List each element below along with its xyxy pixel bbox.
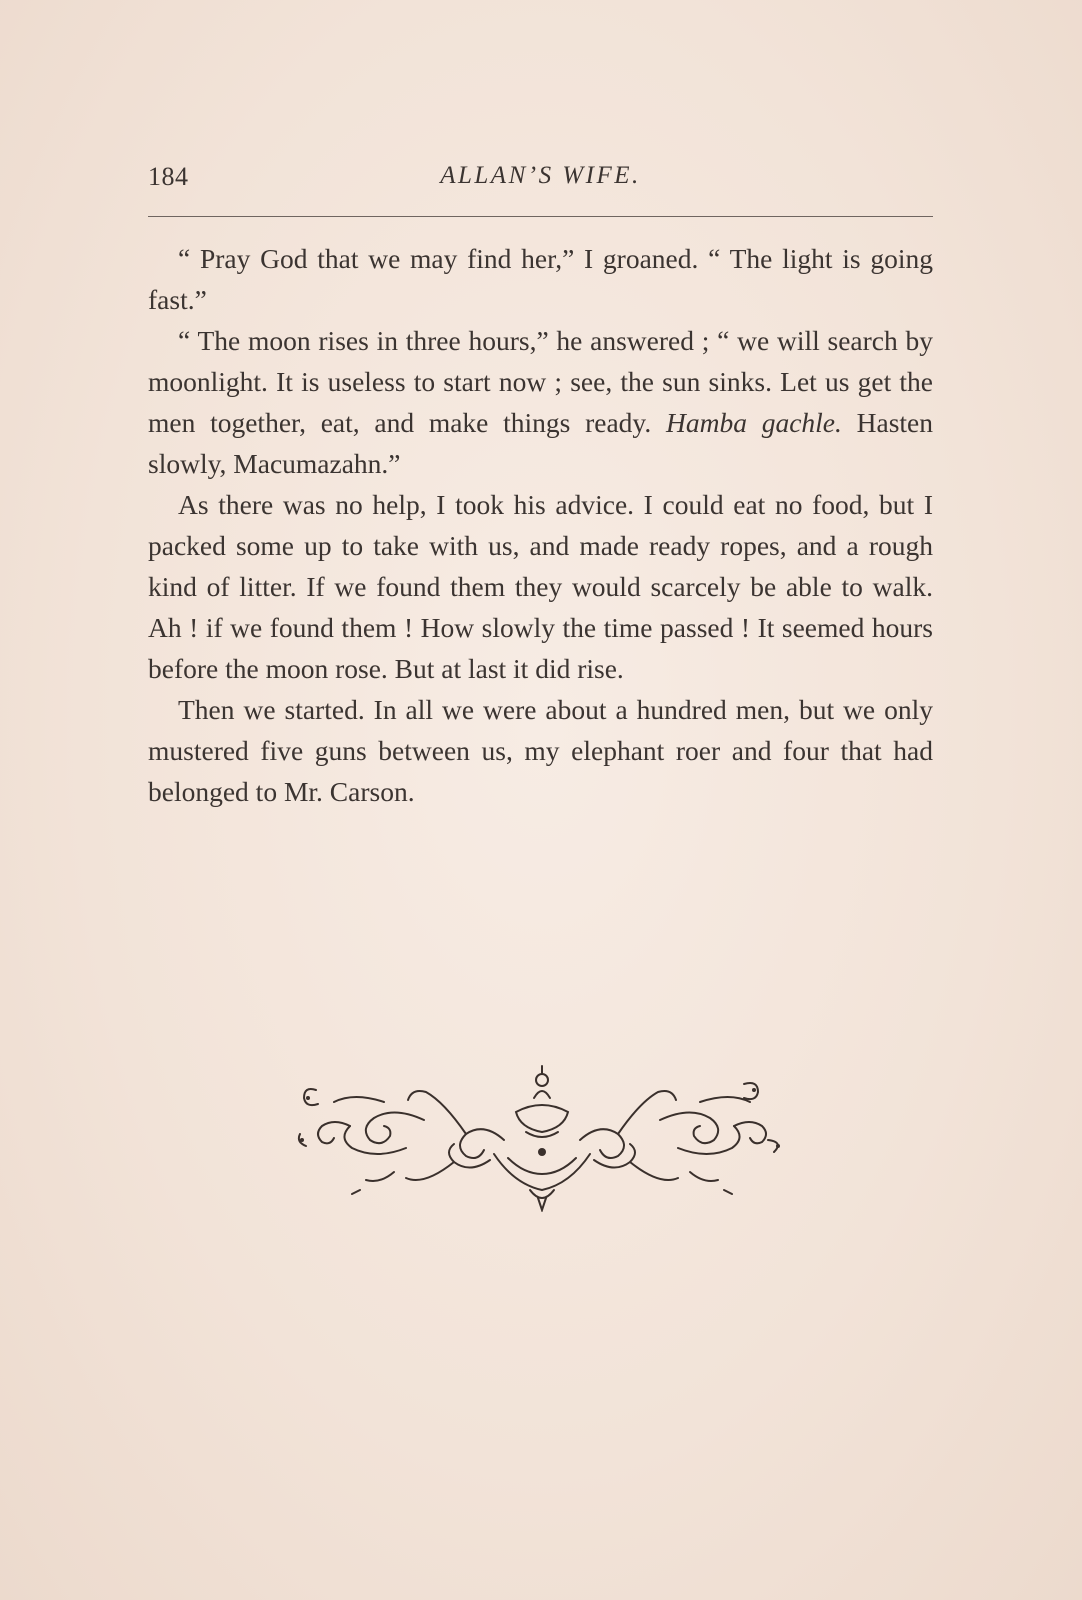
paragraph-2-italic: Hamba gachle.	[666, 407, 842, 438]
paragraph-2-text-after: Hasten slowly, Macumazahn.”	[148, 407, 933, 479]
body-text	[148, 238, 933, 812]
page-number: 184	[148, 162, 189, 191]
paragraph-2-text-before: “ The moon rises in three hours,” he answered ; “ we will search by moonlight. It is useless to start now ; see, the sun sinks. Let us get the men together, eat, and make things ready.	[148, 325, 933, 438]
paragraph-4: Then we started. In all we were about a hundred men, but we only mustered five guns between us, my elephant roer and four that had belonged to Mr. Carson.	[148, 694, 933, 807]
running-header	[148, 162, 933, 198]
paragraph-3: As there was no help, I took his advice. I could eat no food, but I packed some up to take with us, and made ready ropes, and a rough kind of litter. If we found them they would scarcely be able to walk. Ah ! if we found them ! How slowly the time passed ! It seemed hours before the moon rose. But at last it did rise.	[148, 489, 933, 684]
floral-scroll-ornament-icon	[294, 1062, 790, 1212]
paragraph-1: “ Pray God that we may find her,” I groaned. “ The light is going fast.”	[148, 243, 933, 315]
paragraph-2	[148, 320, 933, 484]
header-rule	[148, 216, 933, 217]
running-title: ALLAN’S WIFE.	[440, 162, 641, 189]
